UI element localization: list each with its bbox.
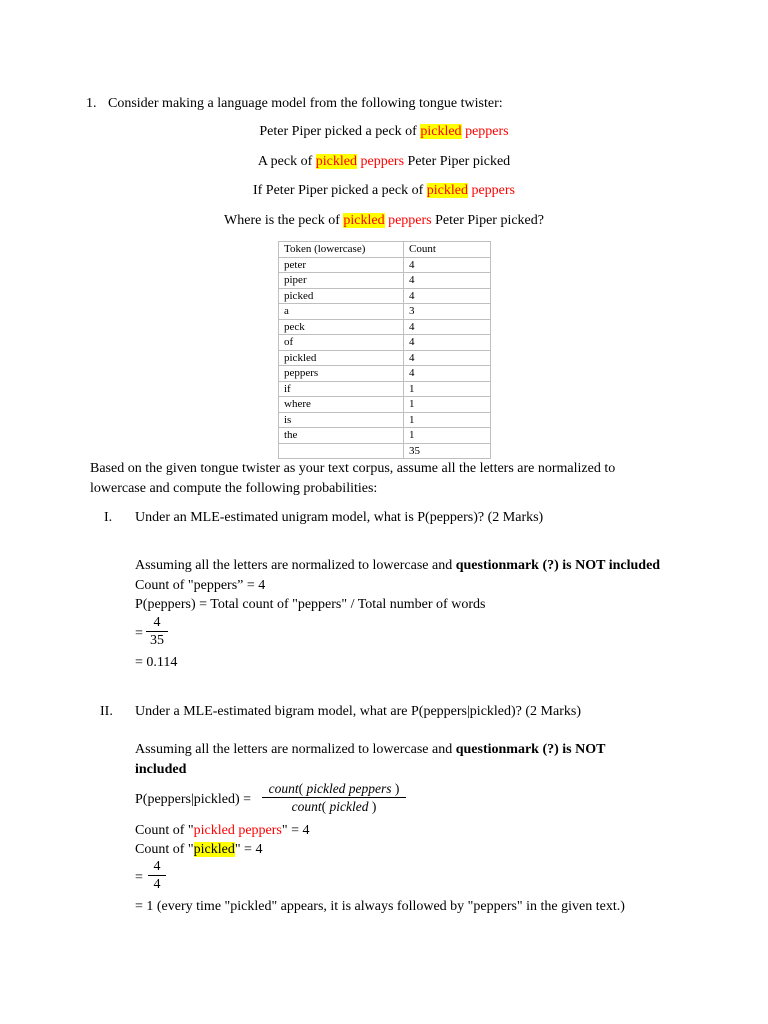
table-row [279,443,491,459]
table-cell-token: piper [279,273,404,289]
table-cell-count: 4 [404,335,491,351]
part2-count-numerator: count( pickled peppers ) [268,781,400,796]
table-cell-token: picked [279,288,404,304]
part1-result: = 0.114 [135,655,178,670]
question-intro: Consider making a language model from the following tongue twister: [108,96,503,111]
table-row [279,381,491,397]
table-row [279,257,491,273]
table-cell-count: 1 [404,428,491,444]
twister-line-1: Peter Piper picked a peck of pickled peppers [259,124,509,139]
table-row [279,412,491,428]
table-cell-count: 4 [404,366,491,382]
table-cell-count: 4 [404,350,491,366]
part1-formula: P(peppers) = Total count of "peppers" / Total number of words [135,597,486,612]
table-cell-token: peppers [279,366,404,382]
table-cell-count: 3 [404,304,491,320]
token-count-table [278,241,491,459]
instructions-line-2: lowercase and compute the following probabilities: [90,481,378,496]
table-cell-count: 4 [404,319,491,335]
twister-line-4: Where is the peck of pickled peppers Peter Piper picked? [224,213,544,228]
table-header-token: Token (lowercase) [279,242,404,258]
table-header-count: Count [404,242,491,258]
table-cell-count: 4 [404,273,491,289]
part2-fraction-numerator: 4 [153,859,161,874]
part1-fraction-numerator: 4 [153,615,161,630]
table-cell-token: the [279,428,404,444]
part2-count-line-1: Count of "pickled peppers" = 4 [135,823,310,838]
table-cell-token: if [279,381,404,397]
table-cell-count: 4 [404,288,491,304]
part1-fraction-denominator: 35 [150,633,164,648]
instructions-line-1: Based on the given tongue twister as your text corpus, assume all the letters are normalized to [90,461,616,476]
table-row [279,288,491,304]
part2-probability-lhs: P(peppers|pickled) = [135,792,252,807]
highlight-pickled: pickled [426,183,468,198]
twister-line-3: If Peter Piper picked a peck of pickled peppers [252,183,516,198]
table-row [279,304,491,320]
table-cell-count: 1 [404,397,491,413]
part2-count-fraction [262,780,406,815]
table-cell-count: 35 [404,443,491,459]
part2-count-denominator: count( pickled ) [291,799,377,814]
part1-question: Under an MLE-estimated unigram model, what is P(peppers)? (2 Marks) [135,510,544,525]
part1-numeral: I. [104,510,113,525]
part1-count-line: Count of "peppers” = 4 [135,578,266,593]
part2-count-line-2: Count of "pickled" = 4 [135,842,263,857]
table-row [279,335,491,351]
table-cell-token: where [279,397,404,413]
table-header-row [279,242,491,258]
table-cell-token: peck [279,319,404,335]
part2-numeral: II. [100,704,113,719]
part2-assumption-line-2: included [135,762,187,777]
highlight-pickled: pickled [420,124,462,139]
table-row [279,397,491,413]
table-cell-token: a [279,304,404,320]
table-row [279,350,491,366]
part2-assumption-line-1: Assuming all the letters are normalized to lowercase and questionmark (?) is NOT [135,742,606,757]
table-cell-token [279,443,404,459]
table-cell-token: of [279,335,404,351]
table-row [279,428,491,444]
twister-line-2: A peck of pickled peppers Peter Piper picked [257,154,511,169]
part1-assumption: Assuming all the letters are normalized to lowercase and questionmark (?) is NOT included [135,558,661,573]
highlight-pickled: pickled [193,842,235,857]
part2-question: Under a MLE-estimated bigram model, what are P(peppers|pickled)? (2 Marks) [135,704,581,719]
table-cell-token: pickled [279,350,404,366]
table-cell-count: 1 [404,381,491,397]
highlight-pickled: pickled [343,213,385,228]
part1-fraction [146,614,168,649]
table-row [279,273,491,289]
table-cell-token: is [279,412,404,428]
part2-result: = 1 (every time "pickled" appears, it is always followed by "peppers" in the given text.) [135,899,625,914]
part1-equals: = [135,626,143,641]
highlight-pickled: pickled [315,154,357,169]
part2-fraction-denominator: 4 [153,877,161,892]
question-number: 1. [86,96,97,111]
table-cell-count: 1 [404,412,491,428]
part2-equals: = [135,870,143,885]
table-cell-count: 4 [404,257,491,273]
table-row [279,319,491,335]
table-row [279,366,491,382]
part2-fraction [148,858,166,893]
table-cell-token: peter [279,257,404,273]
